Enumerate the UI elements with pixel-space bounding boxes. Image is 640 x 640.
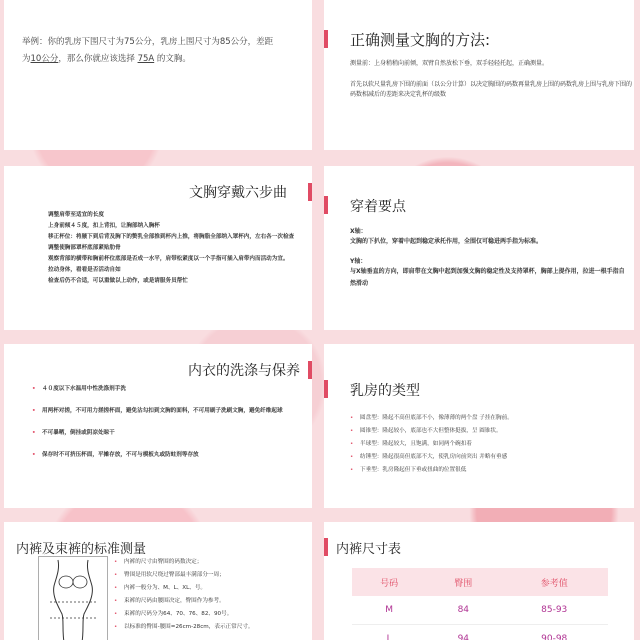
body-figure-illustration xyxy=(38,556,108,640)
measure-item: • 束裤的尺码分为64、70、76、82、90号。 xyxy=(114,608,306,621)
slide-2[interactable] xyxy=(324,0,634,150)
type-item: • 圆锥型：隆起较小，底部也不大但整体挺拔，呈 圆锥状。 xyxy=(350,425,630,438)
accent-bar xyxy=(324,380,328,398)
measure-item: • 以标准的臀围-腰围=26cm-28cm，表示正常尺寸。 xyxy=(114,621,306,634)
column-header: 号码 xyxy=(352,568,426,596)
cell: 94 xyxy=(426,625,500,640)
slide-4[interactable] xyxy=(324,166,634,330)
y-axis-text: 与X轴垂直的方向，即肩带在文胸中起到加强文胸的稳定性及支持罩杯，胸部上提作用，拉进一根手指自然滑动 xyxy=(350,268,625,287)
example-text: 举例：你的乳房下围尺寸为75公分，乳房上围尺寸为85公分，差距 为10公分，那么你就应该选择 75A 的文胸。 xyxy=(22,37,274,64)
step-6: 拉动身体，看看是否活动自如 xyxy=(48,267,121,273)
care-list xyxy=(32,384,302,460)
accent-bar xyxy=(324,196,328,214)
slide-title: 内衣的洗涤与保养 xyxy=(188,363,300,379)
care-item: • 用两杯对搓，不可用力搓搓杯面，避免沾勾扣到文胸的面料，不可用刷子洗刷文胸，避免纤维起球 xyxy=(32,406,302,416)
measure-item: • 内裤一般分为、M、L、XL、号。 xyxy=(114,582,306,595)
table-row xyxy=(352,596,608,625)
cell: 85-93 xyxy=(500,596,608,625)
measure-before: 测量前：上身稍稍向前倾，双臂自然放松下垂，双手轻轻托起，正确测量。 xyxy=(350,60,549,67)
slide-title: 文胸穿戴六步曲 xyxy=(189,185,287,201)
care-item: • ４０度以下水温用中性洗涤剂手洗 xyxy=(32,384,302,394)
table-row xyxy=(352,625,608,640)
step-2: 上身前倾４５度，扣上背扣，让胸部纳入胸杯 xyxy=(48,223,160,229)
measure-method: 首先以软尺量乳房下围的前面（以公分计算）以决定胸围的码数再量乳房上围的码数乳房上围与乳房下围的码数相减后的差距来决定乳杯的级数 xyxy=(350,81,633,98)
size-table xyxy=(352,568,608,640)
care-item: • 保存时不可挤压杯面，平摊存放，不可与模板丸或防蛀剂等存放 xyxy=(32,450,302,460)
step-3: 移正杯位：将腋下到后背及胸下的赘乳全部推到杯内上推，将胸脂全部纳入罩杯内，左右各一次检查 xyxy=(48,234,295,240)
x-axis-text: 文胸的下扒位，穿着中起到稳定承托作用，全围仅可稳进两手指为标准。 xyxy=(350,238,543,245)
type-item: • 纺锤型：隆起很高但底部不大，使乳房向前突出 并略有垂感 xyxy=(350,451,630,464)
slide-title: 内裤及束裤的标准测量 xyxy=(16,542,147,557)
measure-item: • 臀围是用软尺绕过臀部最丰满部分一周； xyxy=(114,569,306,582)
step-4: 调整使胸部罩杯底部紧贴肋骨 xyxy=(48,245,121,251)
cell: 90-98 xyxy=(500,625,608,640)
step-7: 检查后仍不合适，可以重做以上动作，或是请服务员帮忙 xyxy=(48,278,188,284)
column-header: 臀围 xyxy=(426,568,500,596)
cell: 84 xyxy=(426,596,500,625)
accent-bar xyxy=(324,538,328,556)
slide-1[interactable] xyxy=(4,0,312,150)
accent-bar xyxy=(308,183,312,201)
step-5: 观察背部的横带和胸前杯位底部是否成一水平，肩带松紧度以一个手指可插入肩带内而活动为宜。 xyxy=(48,256,289,262)
slide-7[interactable] xyxy=(4,522,312,640)
slide-title: 穿着要点 xyxy=(350,199,406,215)
table-header-row xyxy=(352,568,608,596)
measure-item: • 束裤的尺码由腰围决定，臀围作为参考。 xyxy=(114,595,306,608)
y-axis-label: Y轴： xyxy=(350,258,367,265)
slide-8[interactable] xyxy=(324,522,634,640)
type-item: • 半球型：隆起较大，且饱满，如同两个碗扣着 xyxy=(350,438,630,451)
breast-type-list xyxy=(350,412,630,477)
slide-title: 正确测量文胸的方法: xyxy=(350,31,491,49)
accent-bar xyxy=(324,30,328,48)
steps-list xyxy=(48,210,310,287)
care-item: • 不可暴晒，倒挂或阴凉处晾干 xyxy=(32,428,302,438)
type-item: • 圆盘型：隆起不高但底部不小，像薄薄的两个盘 子挂在胸前。 xyxy=(350,412,630,425)
slide-title: 内裤尺寸表 xyxy=(336,542,402,557)
slide-6[interactable] xyxy=(324,344,634,508)
measure-list xyxy=(114,556,306,634)
slide-title: 乳房的类型 xyxy=(350,383,420,399)
column-header: 参考值 xyxy=(500,568,608,596)
diff-value: 10公分 xyxy=(30,54,59,64)
cup-size: 75A xyxy=(137,54,155,64)
slide-3[interactable] xyxy=(4,166,312,330)
accent-bar xyxy=(308,361,312,379)
x-axis-label: X轴： xyxy=(350,228,367,235)
cell: M xyxy=(352,596,426,625)
cell: L xyxy=(352,625,426,640)
slide-5[interactable] xyxy=(4,344,312,508)
type-item: • 下垂型：乳房隆起但下垂或扭曲的位置很低 xyxy=(350,464,630,477)
step-1: 调整肩带至适宜的长度 xyxy=(48,212,104,218)
measure-item: • 内裤的尺寸由臀围的码数决定； xyxy=(114,556,306,569)
